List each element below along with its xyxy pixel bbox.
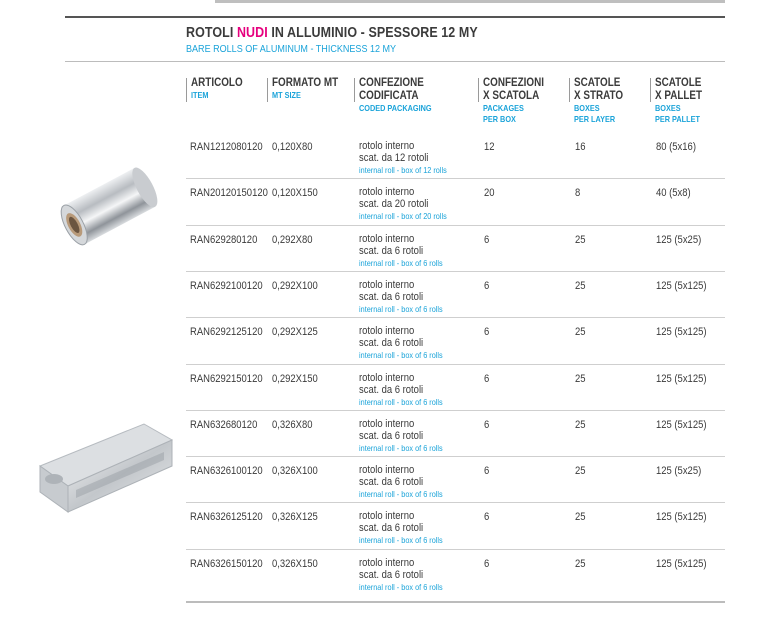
- item-per-pallet: 125 (5x125): [656, 372, 707, 385]
- item-per-box: 6: [484, 557, 490, 570]
- item-code: RAN6326150120: [190, 557, 263, 570]
- item-per-layer: 25: [575, 279, 586, 292]
- page-title: ROTOLI NUDI IN ALLUMINIO - SPESSORE 12 MY: [186, 25, 478, 41]
- item-size: 0,292X125: [272, 326, 318, 339]
- row-divider: [186, 317, 725, 318]
- item-per-box: 6: [484, 372, 490, 385]
- item-packaging: rotolo interno scat. da 6 rotoli internal roll - box of 6 rolls: [359, 510, 443, 546]
- item-per-layer: 25: [575, 372, 586, 385]
- item-per-pallet: 125 (5x125): [656, 557, 707, 570]
- item-per-box: 6: [484, 511, 490, 524]
- aluminum-roll-image: [50, 152, 162, 264]
- row-divider: [186, 456, 725, 457]
- item-packaging: rotolo interno scat. da 6 rotoli internal roll - box of 6 rolls: [359, 371, 443, 407]
- item-code: RAN20120150120: [190, 187, 268, 200]
- item-per-pallet: 125 (5x25): [656, 233, 702, 246]
- item-size: 0,326X80: [272, 418, 313, 431]
- header-marker-confezioni: [478, 78, 479, 102]
- item-packaging: rotolo interno scat. da 6 rotoli internal roll - box of 6 rolls: [359, 278, 443, 314]
- item-code: RAN6326100120: [190, 465, 263, 478]
- item-size: 0,292X100: [272, 279, 318, 292]
- item-per-layer: 25: [575, 465, 586, 478]
- item-packaging: rotolo interno scat. da 6 rotoli internal roll - box of 6 rolls: [359, 556, 443, 592]
- item-per-layer: 25: [575, 233, 586, 246]
- header-formato: FORMATO MT MT SIZE: [272, 77, 339, 100]
- item-per-layer: 8: [575, 187, 581, 200]
- item-per-pallet: 125 (5x25): [656, 465, 702, 478]
- header-marker-formato: [267, 78, 268, 102]
- item-size: 0,326X150: [272, 557, 318, 570]
- item-code: RAN6292125120: [190, 326, 263, 339]
- item-code: RAN6326125120: [190, 511, 263, 524]
- header-scatole-pallet: SCATOLE X PALLET BOXES PER PALLET: [655, 77, 703, 124]
- item-packaging: rotolo interno scat. da 12 rotoli internal roll - box of 12 rolls: [359, 140, 447, 175]
- item-size: 0,120X80: [272, 141, 313, 153]
- row-divider: [186, 178, 725, 179]
- header-marker-scatole-pallet: [650, 78, 651, 102]
- item-packaging: rotolo interno scat. da 6 rotoli internal roll - box of 6 rolls: [359, 464, 443, 500]
- item-code: RAN632680120: [190, 418, 258, 431]
- row-divider: [186, 364, 725, 365]
- item-per-layer: 25: [575, 557, 586, 570]
- item-code: RAN6292100120: [190, 279, 263, 292]
- item-size: 0,326X100: [272, 465, 318, 478]
- item-size: 0,292X150: [272, 372, 318, 385]
- item-code: RAN629280120: [190, 233, 258, 246]
- item-packaging: rotolo interno scat. da 6 rotoli internal roll - box of 6 rolls: [359, 232, 443, 268]
- item-size: 0,120X150: [272, 187, 318, 200]
- row-divider: [186, 410, 725, 411]
- table-bottom-divider: [186, 601, 725, 603]
- item-per-box: 6: [484, 279, 490, 292]
- item-per-pallet: 125 (5x125): [656, 326, 707, 339]
- header-articolo: ARTICOLO ITEM: [191, 77, 243, 100]
- item-packaging: rotolo interno scat. da 6 rotoli internal roll - box of 6 rolls: [359, 417, 443, 453]
- top-divider: [65, 16, 725, 18]
- item-code: RAN6292150120: [190, 372, 263, 385]
- item-per-box: 12: [484, 141, 495, 153]
- row-divider: [186, 271, 725, 272]
- header-marker-confezione: [354, 78, 355, 102]
- page-subtitle: BARE ROLLS OF ALUMINUM - THICKNESS 12 MY: [186, 43, 397, 55]
- item-per-box: 6: [484, 326, 490, 339]
- item-packaging: rotolo interno scat. da 20 rotoli internal roll - box of 20 rolls: [359, 186, 447, 222]
- aluminum-rolls-box-image: [36, 416, 176, 526]
- item-per-box: 20: [484, 187, 495, 200]
- item-per-box: 6: [484, 233, 490, 246]
- header-marker-articolo: [186, 78, 187, 102]
- item-per-pallet: 80 (5x16): [656, 141, 696, 153]
- item-per-pallet: 125 (5x125): [656, 418, 707, 431]
- item-packaging: rotolo interno scat. da 6 rotoli internal roll - box of 6 rolls: [359, 325, 443, 361]
- item-per-pallet: 40 (5x8): [656, 187, 691, 200]
- header-confezioni: CONFEZIONI X SCATOLA PACKAGES PER BOX: [483, 77, 544, 124]
- item-per-box: 6: [484, 418, 490, 431]
- header-scatole-strato: SCATOLE X STRATO BOXES PER LAYER: [574, 77, 624, 124]
- item-code: RAN1212080120: [190, 141, 263, 153]
- item-per-layer: 25: [575, 418, 586, 431]
- item-per-pallet: 125 (5x125): [656, 511, 707, 524]
- row-divider: [186, 549, 725, 550]
- top-divider-gray: [215, 0, 725, 3]
- title-highlight: NUDI: [236, 25, 268, 41]
- item-size: 0,326X125: [272, 511, 318, 524]
- title-divider: [65, 61, 725, 62]
- header-marker-scatole-strato: [569, 78, 570, 102]
- header-confezione: CONFEZIONE CODIFICATA CODED PACKAGING: [359, 77, 432, 113]
- row-divider: [186, 225, 725, 226]
- item-per-layer: 25: [575, 511, 586, 524]
- item-per-layer: 25: [575, 326, 586, 339]
- item-per-pallet: 125 (5x125): [656, 279, 707, 292]
- item-per-box: 6: [484, 465, 490, 478]
- row-divider: [186, 502, 725, 503]
- item-per-layer: 16: [575, 141, 586, 153]
- table-row: [186, 557, 725, 603]
- item-size: 0,292X80: [272, 233, 313, 246]
